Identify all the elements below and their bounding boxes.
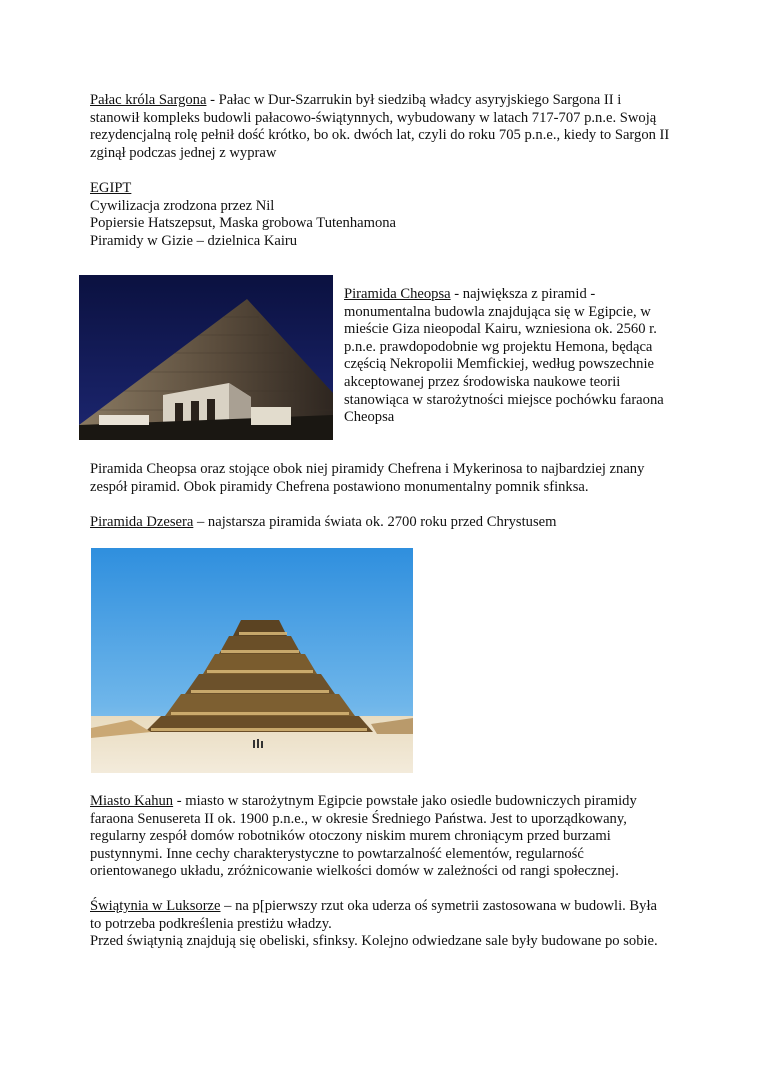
- giza-note: Piramida Cheopsa oraz stojące obok niej piramidy Chefrena i Mykerinosa to najbardziej znany zespół piramid. Obok piramidy Chefrena postawiono monumentalny pomnik sfinksa.: [90, 461, 645, 495]
- kahun-text: - miasto w starożytnym Egipcie powstałe jako osiedle budowniczych piramidy faraona Senusereta II ok. 1900 p.n.e., w okresie Średniego Państwa. Jest to uporządkowany, regularny zespół domów robotników otoczony niskim murem chroniącym przed burzami pustynnymi. Inne cechy charakterystyczne to powtarzalność elementów, regularność orientowanego układu, zróżnicowanie wielkości domów w zależności od rangi społecznej.: [90, 793, 637, 880]
- kahun-paragraph: [90, 793, 670, 881]
- djoser-paragraph: [90, 514, 670, 532]
- luxor-text: – na p[pierwszy rzut oka uderza oś symetrii zastosowana w budowli. Była to potrzeba podkreślenia prestiżu władzy.: [90, 898, 657, 932]
- luxor-text-2: Przed świątynią znajdują się obeliski, sfinksy. Kolejno odwiedzane sale były budowane po sobie.: [90, 933, 658, 950]
- egypt-section: [90, 180, 670, 250]
- cheops-text: - największa z piramid - monumentalna budowla znajdująca się w Egipcie, w mieście Giza nieopodal Kairu, wzniesiona ok. 2560 r. p.n.e. prawdopodobnie wg projektu Hemona, będąca częścią Nekropolii Memfickiej, według powszechnie akceptowanej przez środowiska naukowe teorii stanowiąca w starożytności miejsce pochówku faraona Cheopsa: [344, 286, 664, 426]
- cheops-title: Piramida Cheopsa: [344, 286, 451, 302]
- djoser-pyramid-photo: [91, 548, 413, 773]
- egypt-line: Piramidy w Gizie – dzielnica Kairu: [90, 232, 298, 249]
- sargon-paragraph: [90, 92, 670, 162]
- kahun-title: Miasto Kahun: [90, 793, 174, 809]
- egypt-line: Cywilizacja zrodzona przez Nil: [90, 197, 275, 214]
- sargon-title: Pałac króla Sargona: [90, 92, 207, 108]
- cheops-pyramid-photo: [79, 275, 333, 440]
- sargon-text: - Pałac w Dur-Szarrukin był siedzibą władcy asyryjskiego Sargona II i stanowił kompleks budowli pałacowo-świątynnych, wybudowany w latach 717-707 p.n.e. Swoją rezydencjalną rolę pełnił dość krótko, bo ok. dwóch lat, czyli do roku 705 p.n.e., kiedy to Sargon II zginął podczas jednej z wypraw: [90, 92, 670, 161]
- luxor-title: Świątynia w Luksorze: [90, 898, 221, 914]
- djoser-text: – najstarsza piramida świata ok. 2700 roku przed Chrystusem: [193, 514, 557, 530]
- cheops-paragraph: [344, 286, 674, 427]
- egypt-heading: EGIPT: [90, 180, 132, 196]
- djoser-title: Piramida Dzesera: [90, 514, 194, 530]
- egypt-line: Popiersie Hatszepsut, Maska grobowa Tutenhamona: [90, 215, 397, 232]
- luxor-paragraph: [90, 898, 670, 951]
